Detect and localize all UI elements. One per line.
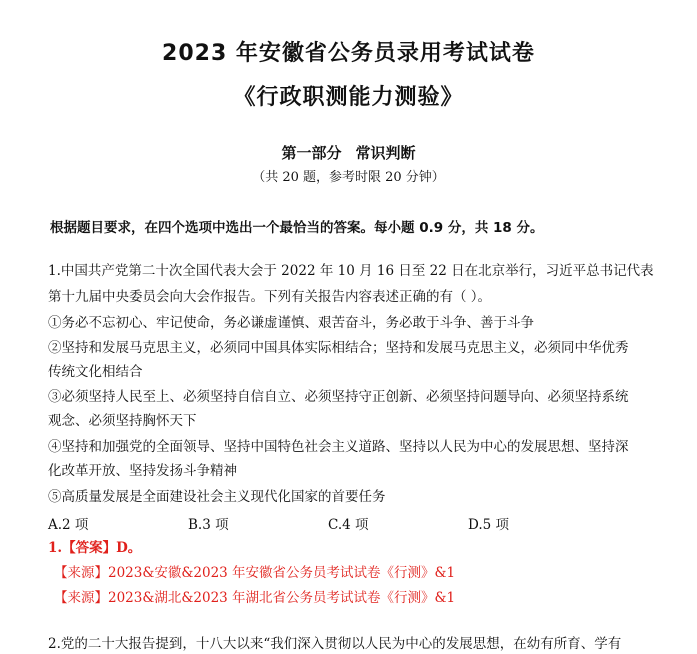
option-a: A.2 项 [48, 517, 89, 533]
question1-item-4-line2: 化改革开放、坚持发扬斗争精神 [48, 463, 237, 479]
option-b: B.3 项 [188, 517, 229, 533]
document-title: 2023 年安徽省公务员录用考试试卷 [162, 41, 535, 66]
section-time-note: （共 20 题，参考时限 20 分钟） [252, 170, 445, 185]
question1-item-5: ⑤高质量发展是全面建设社会主义现代化国家的首要任务 [48, 489, 386, 505]
question1-source-2: 【来源】2023&湖北&2023 年湖北省公务员考试试卷《行测》&1 [54, 590, 456, 606]
question1-item-3-line2: 观念、必须坚持胸怀天下 [48, 413, 197, 429]
question1-item-2-line2: 传统文化相结合 [48, 364, 143, 380]
instruction-text: 根据题目要求，在四个选项中选出一个最恰当的答案。每小题 0.9 分，共 18 分。 [50, 220, 544, 236]
question2-stem-line1: 2.党的二十大报告提到，十八大以来“我们深入贯彻以人民为中心的发展思想，在幼有所育、学有 [48, 636, 622, 652]
question1-item-3-line1: ③必须坚持人民至上、必须坚持自信自立、必须坚持守正创新、必须坚持问题导向、必须坚持系统 [48, 389, 629, 405]
question1-stem-line2: 第十九届中央委员会向大会作报告。下列有关报告内容表述正确的有（ ）。 [48, 289, 492, 305]
section-part: 第一部分 [281, 144, 342, 162]
question1-source-1: 【来源】2023&安徽&2023 年安徽省公务员考试试卷《行测》&1 [54, 565, 456, 581]
option-d: D.5 项 [468, 517, 510, 533]
question1-options [48, 513, 648, 533]
question1-item-2-line1: ②坚持和发展马克思主义，必须同中国具体实际相结合；坚持和发展马克思主义，必须同中华优秀 [48, 340, 629, 356]
question1-answer: 1.【答案】D。 [48, 540, 142, 556]
question1-item-1: ①务必不忘初心、牢记使命，务必谦虚谨慎、艰苦奋斗，务必敢于斗争、善于斗争 [48, 315, 534, 331]
section-name: 常识判断 [355, 144, 416, 162]
section-heading [0, 142, 697, 163]
option-c: C.4 项 [328, 517, 369, 533]
question1-item-4-line1: ④坚持和加强党的全面领导、坚持中国特色社会主义道路、坚持以人民为中心的发展思想、坚持深 [48, 439, 629, 455]
question1-stem-line1: 1.中国共产党第二十次全国代表大会于 2022 年 10 月 16 日至 22 日在北京举行，习近平总书记代表 [48, 263, 654, 279]
document-subtitle: 《行政职测能力测验》 [233, 85, 464, 110]
